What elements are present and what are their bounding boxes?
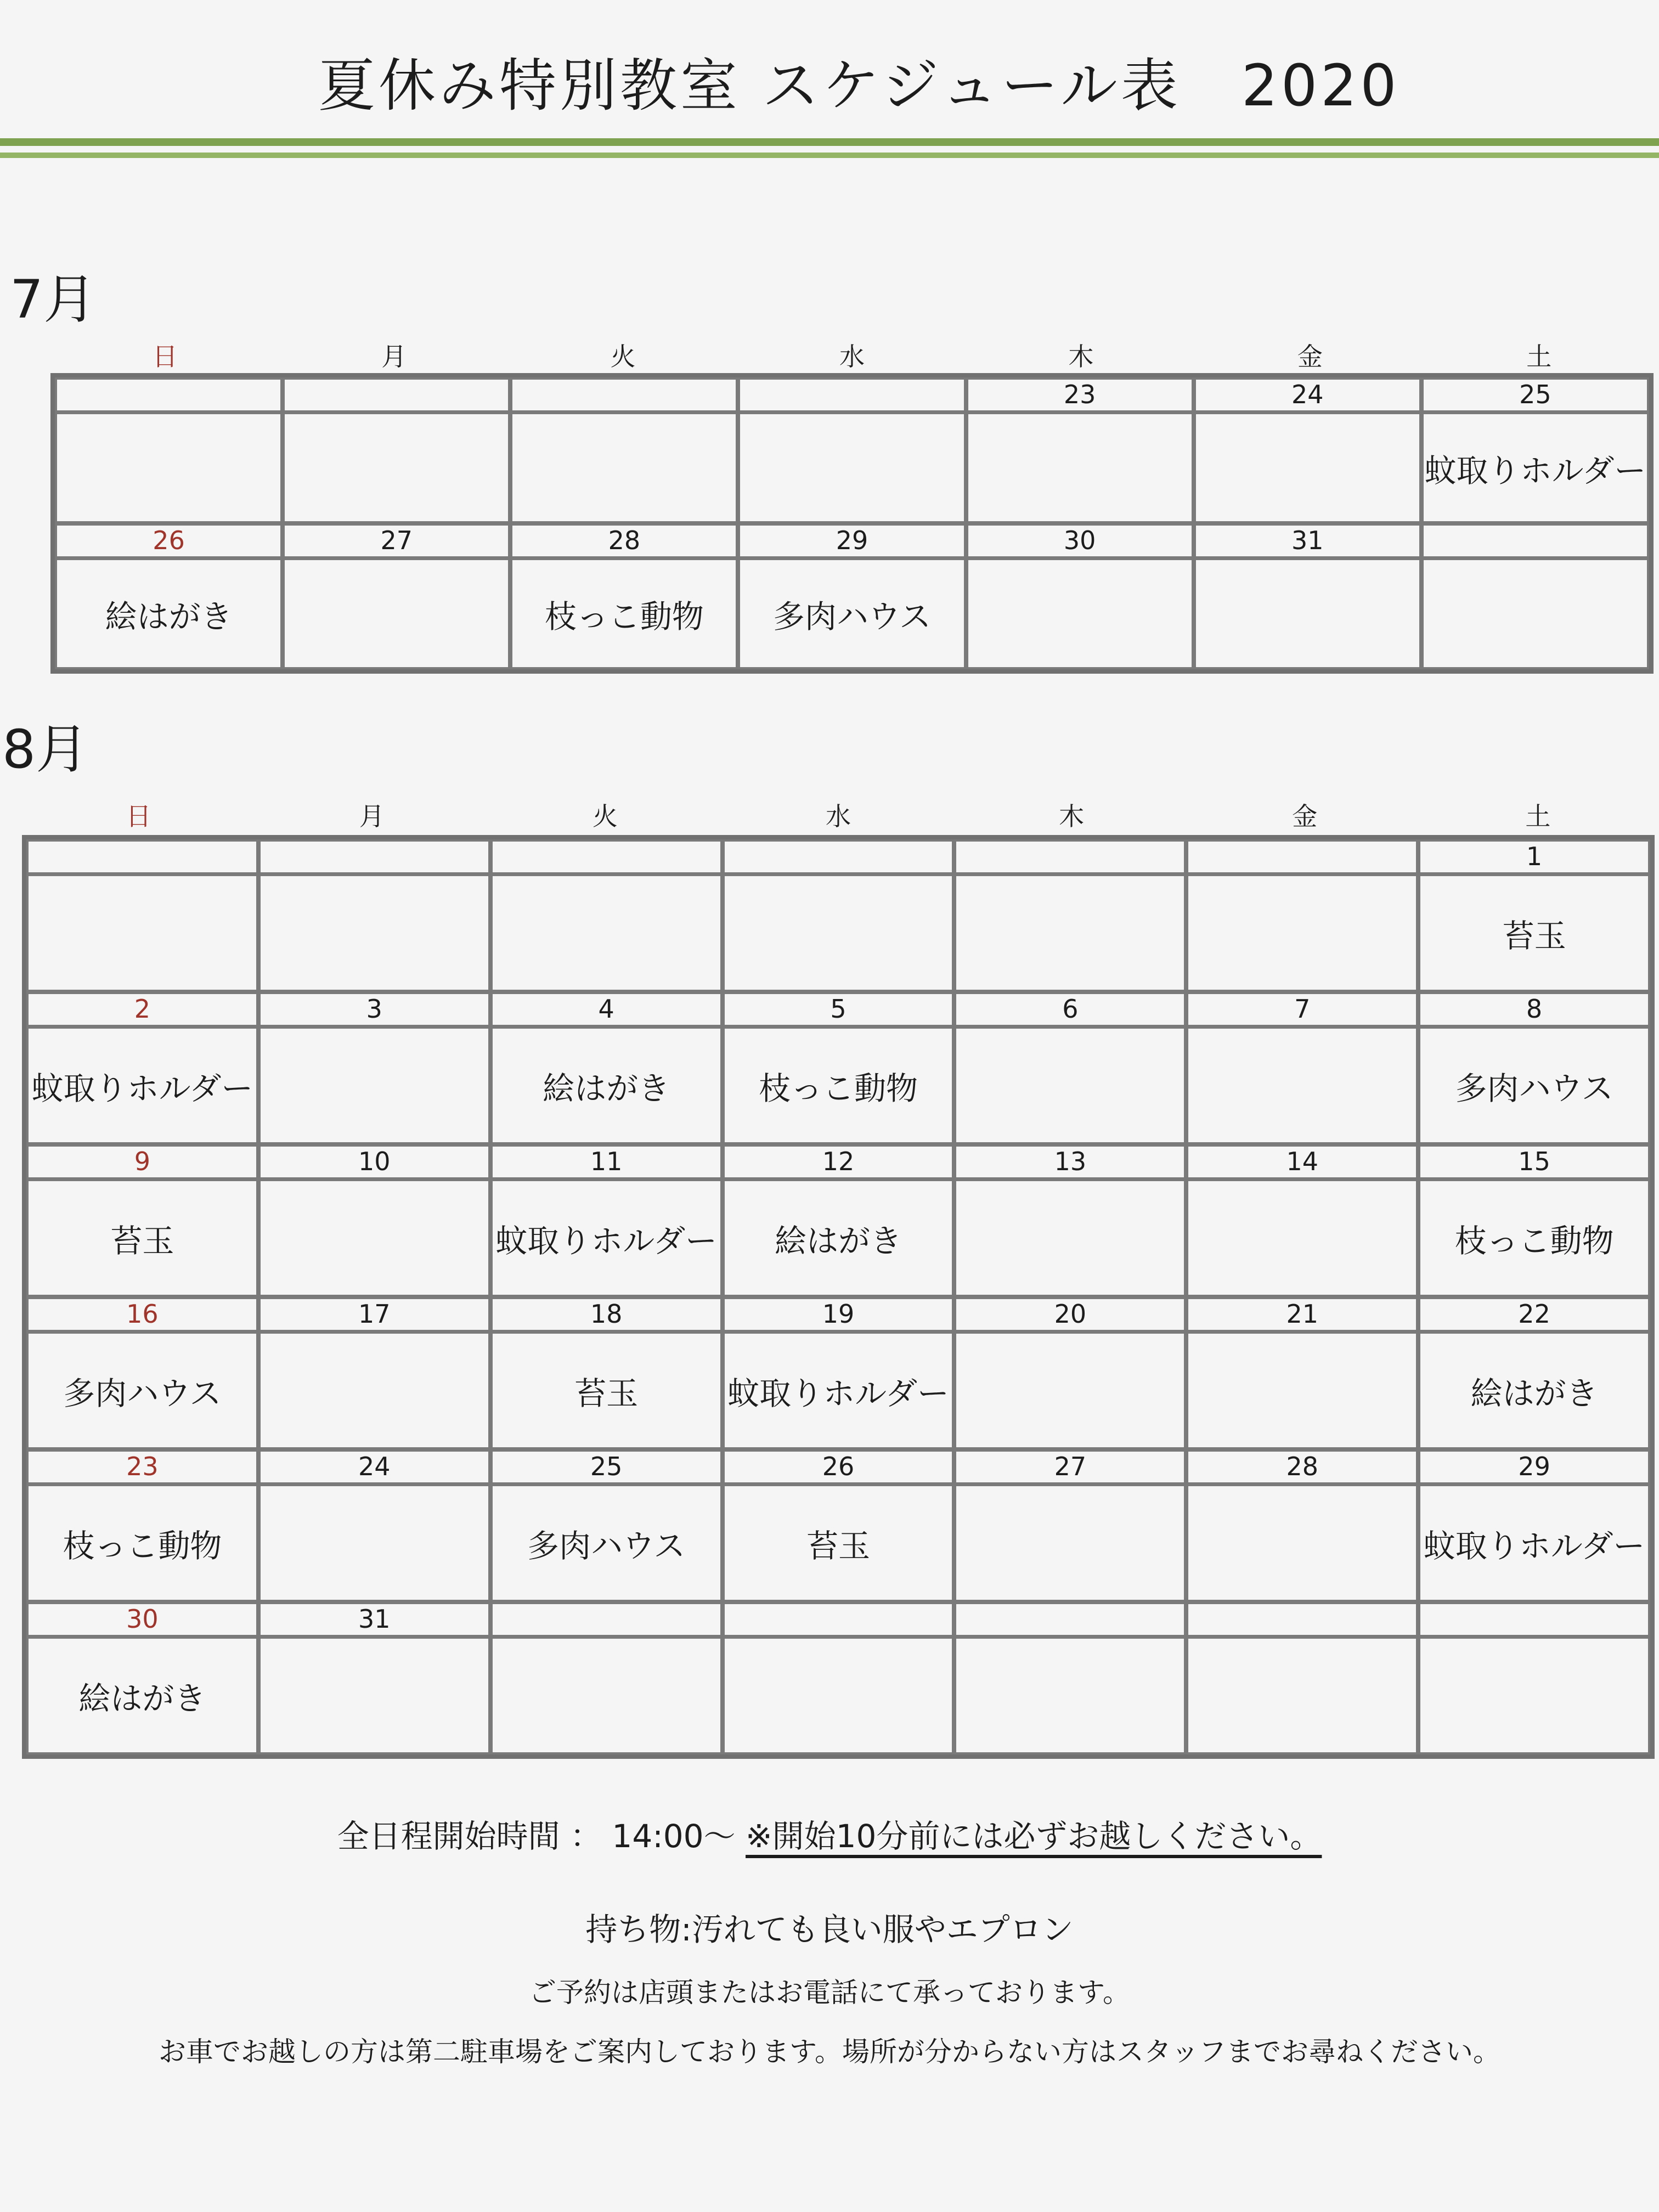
class-event <box>956 1486 1184 1600</box>
calendar-grid <box>22 835 1655 1759</box>
weekday-label: 月 <box>381 342 407 371</box>
day-cell <box>490 1602 723 1754</box>
class-event <box>1424 560 1647 667</box>
day-number <box>1188 1604 1416 1639</box>
day-number <box>261 842 488 876</box>
class-event <box>57 414 280 521</box>
day-cell <box>954 1144 1186 1297</box>
day-number: 4 <box>493 994 720 1029</box>
day-number: 28 <box>512 526 736 560</box>
day-number: 5 <box>725 994 952 1029</box>
day-cell <box>723 1449 955 1602</box>
class-event <box>956 1334 1184 1447</box>
day-cell <box>723 1144 955 1297</box>
day-cell <box>26 992 258 1144</box>
class-event <box>956 876 1184 990</box>
class-event <box>261 1639 488 1752</box>
day-cell <box>283 523 510 669</box>
day-number: 30 <box>29 1604 256 1639</box>
day-cell <box>490 1297 723 1449</box>
weekday-label: 金 <box>1292 802 1318 831</box>
day-number <box>29 842 256 876</box>
day-cell <box>55 523 283 669</box>
day-number: 27 <box>285 526 508 560</box>
day-number <box>1420 1604 1648 1639</box>
day-number: 31 <box>1196 526 1419 560</box>
day-cell <box>1421 377 1649 523</box>
day-cell <box>510 377 738 523</box>
day-number: 2 <box>29 994 256 1029</box>
class-event: 枝っこ動物 <box>1454 1222 1614 1260</box>
day-cell <box>738 523 966 669</box>
day-number: 22 <box>1420 1299 1648 1334</box>
class-event <box>261 1334 488 1447</box>
weekday-label: 月 <box>359 802 385 831</box>
class-event: 枝っこ動物 <box>544 597 704 635</box>
class-event <box>1420 1639 1648 1752</box>
day-cell <box>26 839 258 992</box>
weekday-label: 火 <box>610 342 636 371</box>
day-number <box>285 380 508 414</box>
class-event <box>1188 1029 1416 1142</box>
day-number: 7 <box>1188 994 1416 1029</box>
day-number: 20 <box>956 1299 1184 1334</box>
day-cell <box>954 992 1186 1144</box>
day-cell <box>258 1144 490 1297</box>
day-number: 3 <box>261 994 488 1029</box>
reservation-line: ご予約は店頭またはお電話にて承っております。 <box>529 1977 1130 2008</box>
calendar-grid <box>50 373 1654 674</box>
day-cell <box>1186 1144 1418 1297</box>
day-cell <box>1186 1449 1418 1602</box>
class-event: 苔玉 <box>110 1222 174 1260</box>
day-number: 14 <box>1188 1147 1416 1181</box>
day-number: 29 <box>740 526 963 560</box>
day-number: 23 <box>29 1452 256 1486</box>
day-number: 25 <box>493 1452 720 1486</box>
day-number: 19 <box>725 1299 952 1334</box>
class-event: 多肉ハウス <box>1455 1069 1613 1107</box>
weekday-label: 木 <box>1068 342 1094 371</box>
day-cell <box>258 839 490 992</box>
weekday-label: 水 <box>839 342 865 371</box>
day-number <box>740 380 963 414</box>
day-cell <box>954 839 1186 992</box>
day-number: 10 <box>261 1147 488 1181</box>
day-number: 15 <box>1420 1147 1648 1181</box>
weekday-label: 土 <box>1525 802 1551 831</box>
weekday-label: 木 <box>1059 802 1085 831</box>
class-event <box>1188 876 1416 990</box>
day-cell <box>1421 523 1649 669</box>
day-cell <box>258 1602 490 1754</box>
class-event: 絵はがき <box>543 1069 670 1107</box>
day-cell <box>490 1449 723 1602</box>
day-cell <box>258 992 490 1144</box>
day-cell <box>55 377 283 523</box>
day-number: 28 <box>1188 1452 1416 1486</box>
day-cell <box>490 992 723 1144</box>
day-number: 8 <box>1420 994 1648 1029</box>
day-cell <box>510 523 738 669</box>
class-event <box>740 414 963 521</box>
weekday-label: 土 <box>1526 342 1552 371</box>
day-number <box>956 1604 1184 1639</box>
day-number: 11 <box>493 1147 720 1181</box>
class-event <box>1188 1181 1416 1295</box>
class-event <box>956 1029 1184 1142</box>
day-cell <box>1418 1449 1650 1602</box>
day-cell <box>258 1297 490 1449</box>
day-cell <box>1418 1144 1650 1297</box>
day-number: 23 <box>968 380 1192 414</box>
day-cell <box>1186 839 1418 992</box>
month-label-august: 8月 <box>2 719 89 780</box>
class-event <box>1188 1486 1416 1600</box>
weekday-label: 日 <box>126 802 151 831</box>
day-number: 21 <box>1188 1299 1416 1334</box>
day-cell <box>1194 523 1421 669</box>
weekday-label: 金 <box>1297 342 1323 371</box>
class-event <box>725 1639 952 1752</box>
class-event <box>285 560 508 667</box>
day-cell <box>26 1449 258 1602</box>
class-event <box>956 1639 1184 1752</box>
class-event <box>1188 1639 1416 1752</box>
class-event <box>956 1181 1184 1295</box>
day-cell <box>1186 1297 1418 1449</box>
class-event <box>261 1486 488 1600</box>
class-event <box>968 414 1192 521</box>
weekday-label: 水 <box>825 802 851 831</box>
month-label-july: 7月 <box>10 269 97 330</box>
day-number: 29 <box>1420 1452 1648 1486</box>
day-cell <box>1418 992 1650 1144</box>
day-cell <box>723 1602 955 1754</box>
day-number: 26 <box>725 1452 952 1486</box>
day-number: 24 <box>261 1452 488 1486</box>
class-event <box>29 876 256 990</box>
day-cell <box>966 377 1194 523</box>
day-cell <box>490 839 723 992</box>
class-event: 絵はがき <box>774 1222 902 1260</box>
class-event <box>1188 1334 1416 1447</box>
class-event: 蚊取りホルダー <box>1423 1527 1645 1565</box>
day-number: 1 <box>1420 842 1648 876</box>
start-time-text: 全日程開始時間 ： 14:00～ <box>337 1818 746 1855</box>
class-event <box>1196 414 1419 521</box>
parking-line: お車でお越しの方は第二駐車場をご案内しております。場所が分からない方はスタッフまでお尋ねください。 <box>159 2036 1500 2068</box>
day-cell <box>26 1144 258 1297</box>
weekday-header <box>50 337 1654 375</box>
class-event: 苔玉 <box>1502 917 1566 955</box>
day-number: 17 <box>261 1299 488 1334</box>
day-number <box>1188 842 1416 876</box>
class-event <box>725 876 952 990</box>
day-number <box>493 1604 720 1639</box>
class-event <box>493 1639 720 1752</box>
day-cell <box>1186 992 1418 1144</box>
day-number: 18 <box>493 1299 720 1334</box>
start-time-note: ※開始10分前には必ずお越しください。 <box>746 1818 1322 1855</box>
day-cell <box>26 1602 258 1754</box>
day-number: 25 <box>1424 380 1647 414</box>
day-cell <box>1194 377 1421 523</box>
weekday-header <box>22 797 1655 835</box>
title-divider-secondary <box>0 153 1659 158</box>
weekday-label: 日 <box>152 342 178 371</box>
day-cell <box>1186 1602 1418 1754</box>
class-event: 枝っこ動物 <box>63 1527 222 1565</box>
day-number <box>493 842 720 876</box>
day-cell <box>738 377 966 523</box>
day-number: 13 <box>956 1147 1184 1181</box>
class-event: 苔玉 <box>574 1374 639 1412</box>
weekday-label: 火 <box>592 802 618 831</box>
class-event <box>261 1181 488 1295</box>
class-event <box>261 876 488 990</box>
class-event: 蚊取りホルダー <box>31 1069 253 1107</box>
day-cell <box>1418 839 1650 992</box>
title-divider <box>0 138 1659 146</box>
class-event: 多肉ハウス <box>527 1527 686 1565</box>
class-event: 蚊取りホルダー <box>1424 452 1646 489</box>
day-cell <box>26 1297 258 1449</box>
day-cell <box>954 1297 1186 1449</box>
day-number: 26 <box>57 526 280 560</box>
day-cell <box>723 839 955 992</box>
class-event <box>512 414 736 521</box>
day-number <box>1424 526 1647 560</box>
day-number: 9 <box>29 1147 256 1181</box>
day-number <box>725 842 952 876</box>
day-cell <box>723 992 955 1144</box>
belongings-line: 持ち物:汚れても良い服やエプロン <box>585 1911 1074 1948</box>
class-event: 絵はがき <box>1470 1374 1598 1412</box>
day-cell <box>954 1449 1186 1602</box>
day-number: 16 <box>29 1299 256 1334</box>
class-event: 多肉ハウス <box>63 1374 222 1412</box>
class-event <box>285 414 508 521</box>
day-number <box>725 1604 952 1639</box>
day-number: 31 <box>261 1604 488 1639</box>
class-event: 多肉ハウス <box>772 597 932 635</box>
class-event <box>493 876 720 990</box>
day-number: 27 <box>956 1452 1184 1486</box>
start-time-line <box>0 1810 1659 1857</box>
class-event: 絵はがき <box>78 1679 206 1717</box>
day-cell <box>966 523 1194 669</box>
class-event <box>968 560 1192 667</box>
class-event: 苔玉 <box>806 1527 870 1565</box>
class-event: 絵はがき <box>105 597 233 635</box>
day-number <box>57 380 280 414</box>
class-event <box>261 1029 488 1142</box>
day-cell <box>1418 1602 1650 1754</box>
day-cell <box>283 377 510 523</box>
day-cell <box>954 1602 1186 1754</box>
day-number <box>956 842 1184 876</box>
day-cell <box>490 1144 723 1297</box>
day-cell <box>1418 1297 1650 1449</box>
day-cell <box>723 1297 955 1449</box>
day-number: 6 <box>956 994 1184 1029</box>
day-number: 12 <box>725 1147 952 1181</box>
day-cell <box>258 1449 490 1602</box>
class-event <box>1196 560 1419 667</box>
day-number <box>512 380 736 414</box>
class-event: 蚊取りホルダー <box>495 1222 717 1260</box>
day-number: 24 <box>1196 380 1419 414</box>
class-event: 蚊取りホルダー <box>727 1374 949 1412</box>
class-event: 枝っこ動物 <box>758 1069 918 1107</box>
day-number: 30 <box>968 526 1192 560</box>
schedule-title: 夏休み特別教室 スケジュール表 2020 <box>318 52 1400 119</box>
